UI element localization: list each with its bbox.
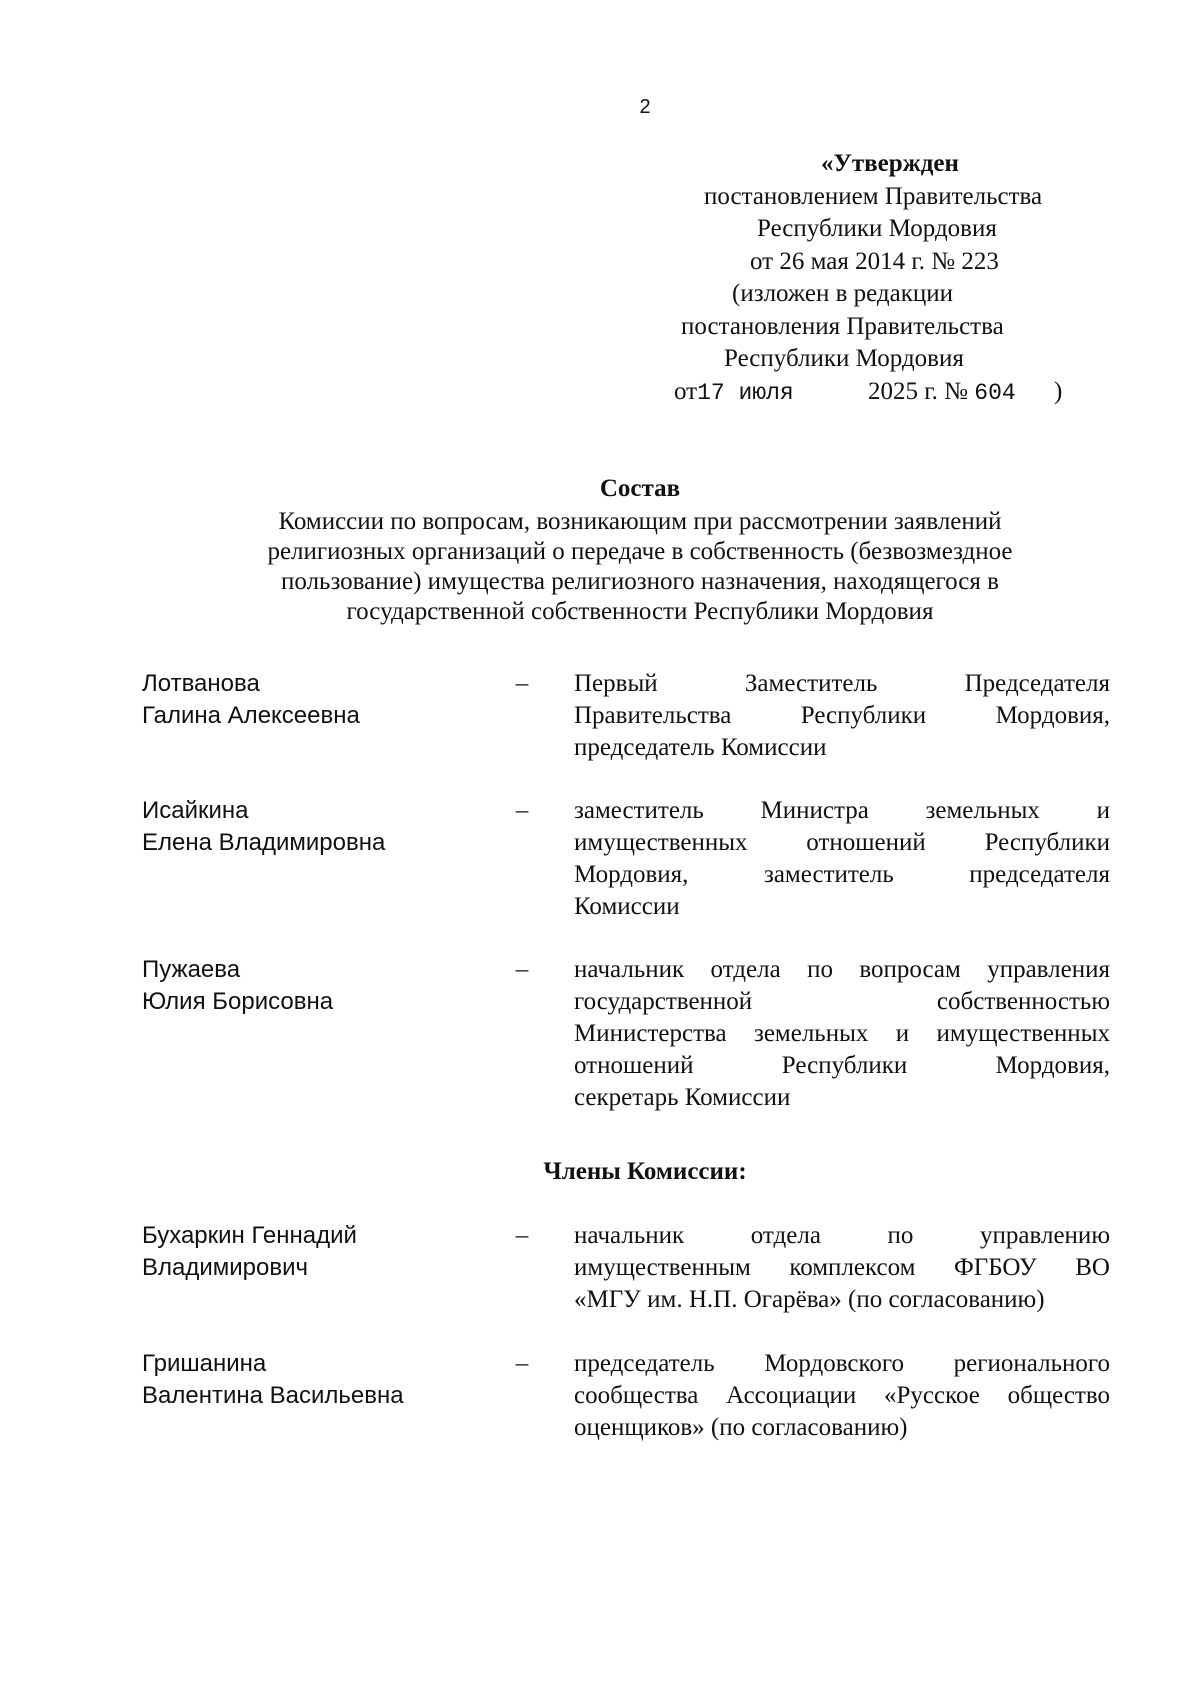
surname: Бухаркин Геннадий [142, 1222, 357, 1249]
position-line: имущественным комплексом ФГБОУ ВО [574, 1254, 1110, 1281]
position-line: государственной собственностью [574, 988, 1110, 1015]
person-position [574, 1220, 1110, 1316]
position-line: Правительства Республики Мордовия, [574, 702, 1110, 729]
person-name [142, 668, 482, 732]
approval-line-7: Республики Мордовия [724, 345, 964, 372]
position-line: сообщества Ассоциации «Русское общество [574, 1382, 1110, 1409]
given-names: Юлия Борисовна [142, 988, 334, 1015]
person-position [574, 795, 1110, 923]
surname: Лотванова [142, 670, 260, 697]
person-position [574, 954, 1110, 1114]
person-position [574, 668, 1110, 764]
approval-year-number [868, 376, 1016, 410]
person-name [142, 1220, 482, 1284]
page-number: 2 [639, 96, 651, 118]
person-name [142, 954, 482, 1018]
person-position [574, 1348, 1110, 1444]
dash-separator: – [515, 670, 529, 697]
given-names: Владимирович [142, 1254, 309, 1281]
dash-separator: – [515, 1350, 529, 1377]
position-line: начальник отдела по управлению [574, 1222, 1110, 1249]
document-number: 604 [974, 380, 1016, 406]
given-names: Галина Алексеевна [142, 702, 360, 729]
position-line: «МГУ им. Н.П. Огарёва» (по согласованию) [574, 1286, 1045, 1313]
position-line: Министерства земельных и имущественных [574, 1020, 1110, 1047]
title-line: религиозных организаций о передаче в собственность (безвозмездное [267, 538, 1013, 565]
approval-line-1: «Утвержден [821, 150, 959, 177]
position-line: председатель Комиссии [574, 734, 827, 761]
position-line: Мордовия, заместитель председателя [574, 861, 1110, 888]
given-names: Елена Владимировна [142, 829, 386, 856]
dash-separator: – [515, 1222, 529, 1249]
title-heading: Состав [599, 475, 681, 502]
position-line: начальник отдела по вопросам управления [574, 956, 1110, 983]
members-heading: Члены Комиссии: [543, 1158, 747, 1185]
date-day-month: 17 июля [697, 380, 794, 406]
position-line: имущественных отношений Республики [574, 829, 1110, 856]
dash-separator: – [515, 797, 529, 824]
approval-date-line [674, 376, 794, 410]
title-line: пользование) имущества религиозного назначения, находящегося в [281, 568, 999, 595]
position-line: Первый Заместитель Председателя [574, 670, 1110, 697]
title-line: государственной собственности Республики Мордовия [346, 598, 934, 625]
approval-line-6: постановления Правительства [681, 313, 1004, 340]
surname: Пужаева [142, 956, 241, 983]
date-prefix: от [674, 378, 698, 405]
approval-line-3: Республики Мордовия [757, 215, 997, 242]
position-line: заместитель Министра земельных и [574, 797, 1110, 824]
position-line: оценщиков» (по согласованию) [574, 1414, 908, 1441]
person-name [142, 1348, 482, 1412]
date-year: 2025 г. № [868, 378, 969, 405]
title-line: Комиссии по вопросам, возникающим при рассмотрении заявлений [278, 508, 1002, 535]
approval-closing-paren: ) [1054, 378, 1063, 405]
position-line: отношений Республики Мордовия, [574, 1052, 1110, 1079]
surname: Исайкина [142, 797, 249, 824]
approval-line-2: постановлением Правительства [704, 183, 1043, 210]
given-names: Валентина Васильевна [142, 1382, 404, 1409]
position-line: Комиссии [574, 893, 680, 920]
composition-title [210, 474, 1070, 627]
dash-separator: – [515, 956, 529, 983]
position-line: секретарь Комиссии [574, 1084, 791, 1111]
person-name [142, 795, 482, 859]
approval-line-5: (изложен в редакции [732, 280, 954, 307]
approval-line-4: от 26 мая 2014 г. № 223 [750, 248, 999, 275]
position-line: председатель Мордовского регионального [574, 1350, 1110, 1377]
surname: Гришанина [142, 1350, 267, 1377]
